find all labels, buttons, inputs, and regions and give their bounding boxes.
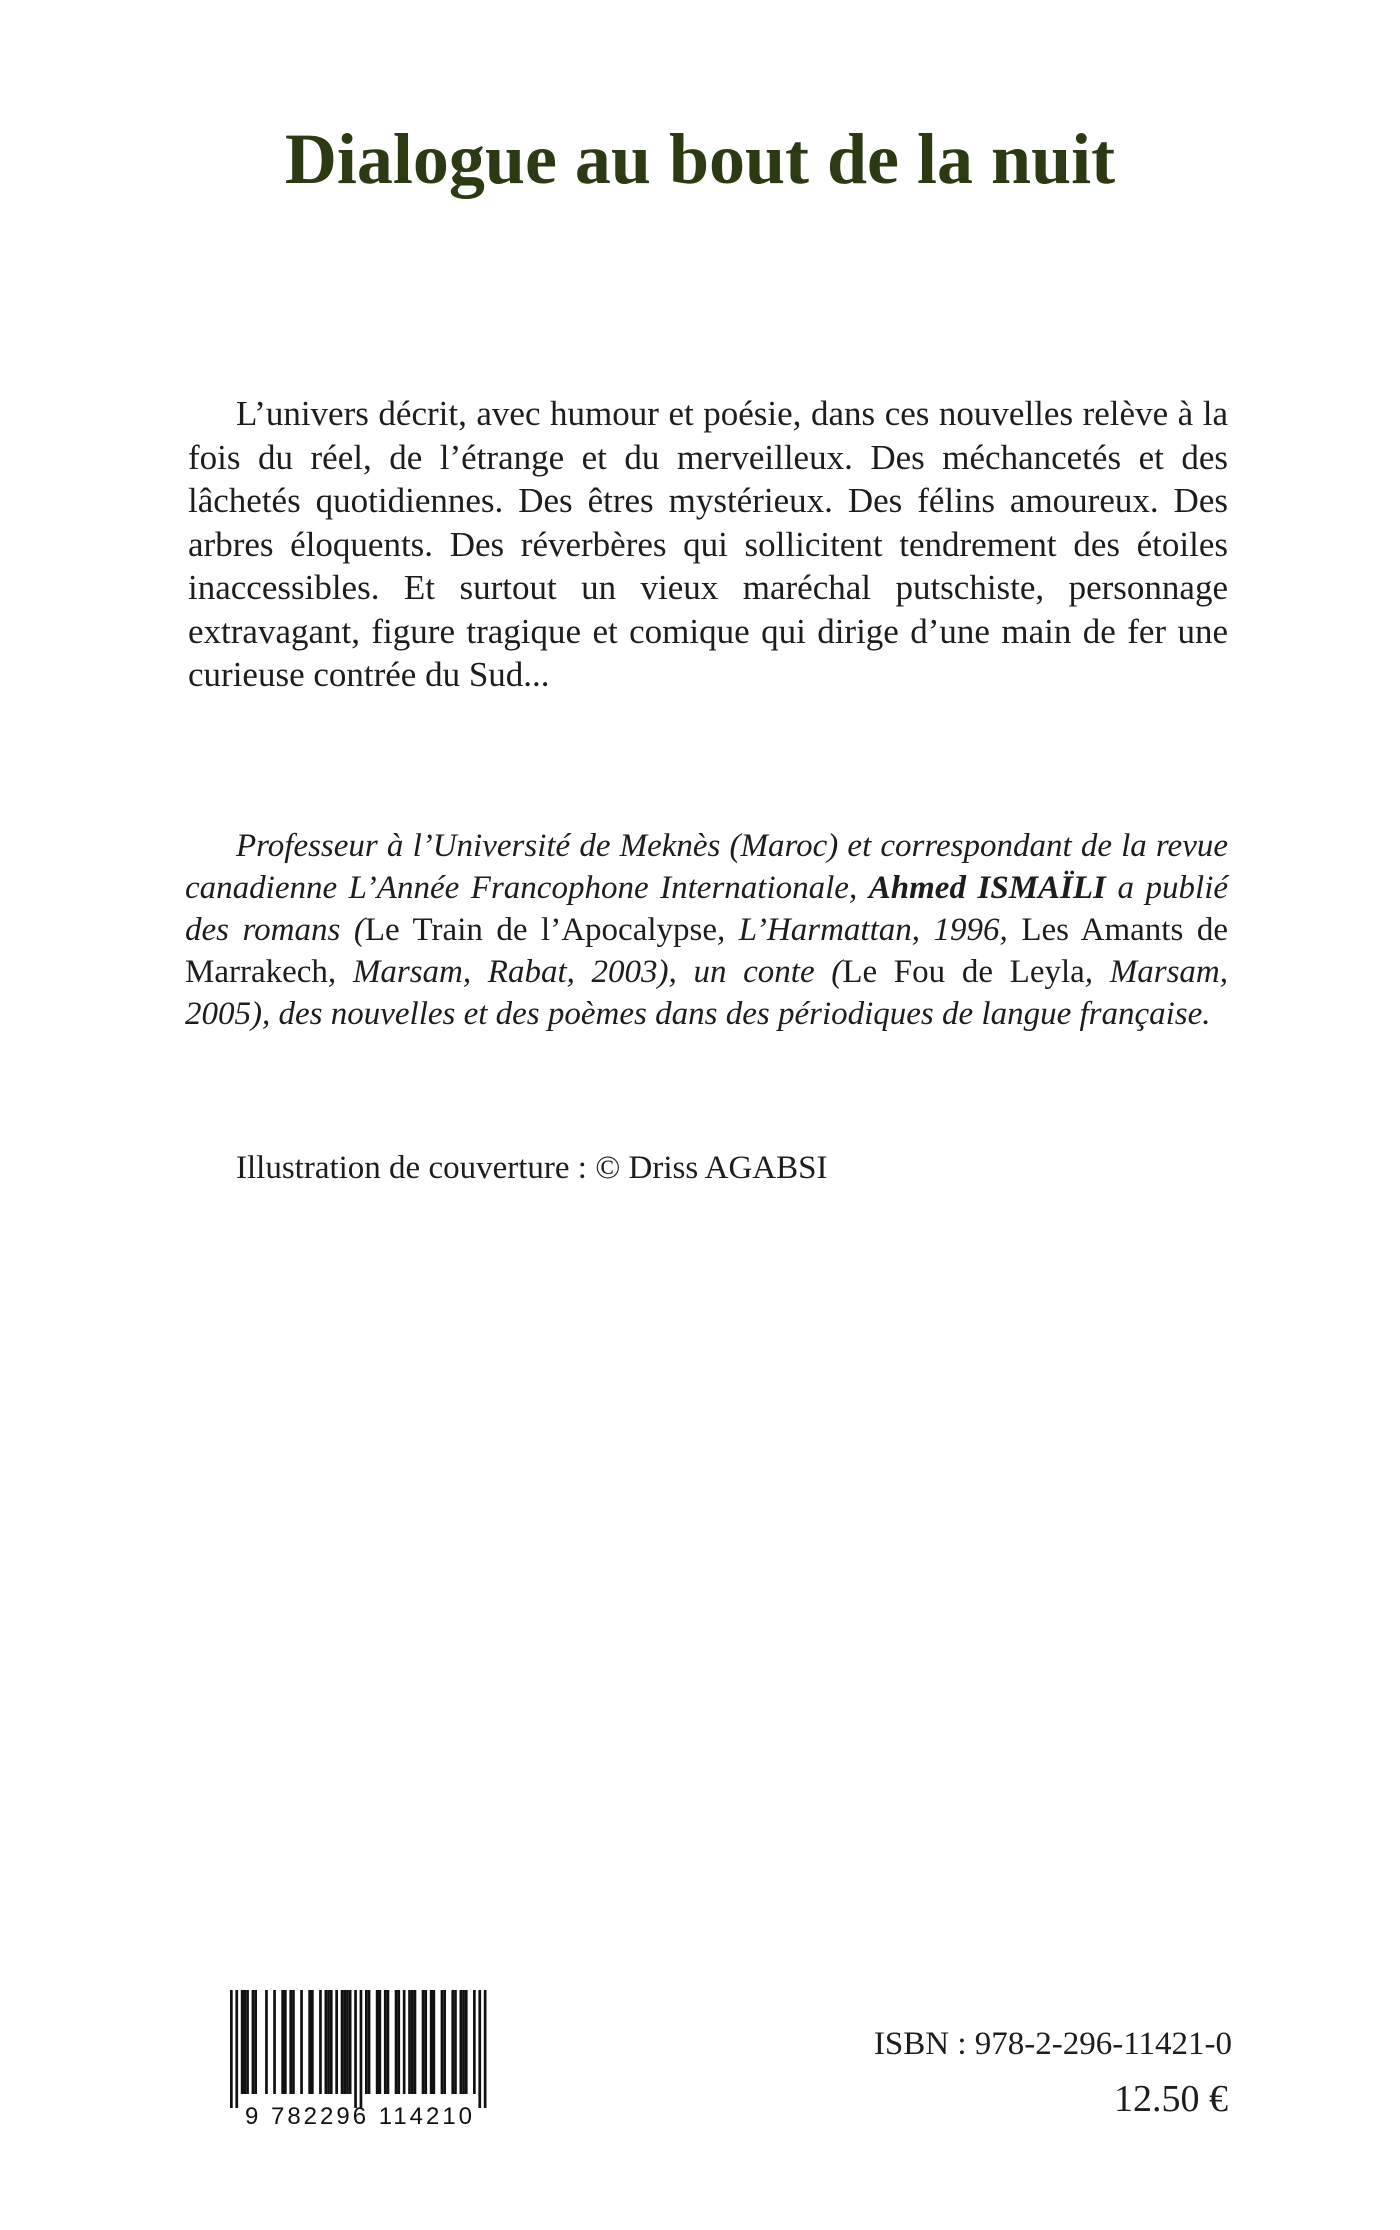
barcode-bar [281, 1990, 284, 2094]
author-name: Ahmed ISMAÏLI [868, 870, 1106, 906]
barcode-bar [346, 1990, 349, 2094]
barcode-bar [354, 1990, 357, 2108]
barcode-bars [230, 1990, 487, 2108]
barcode-bar [246, 1990, 249, 2094]
barcode-bar [254, 1990, 257, 2094]
barcode-bar [414, 1990, 417, 2094]
barcode-bar [424, 1990, 427, 2094]
barcode-bar [397, 1990, 400, 2094]
barcode-bar [433, 1990, 436, 2094]
barcode-bar [465, 1990, 468, 2094]
isbn: ISBN : 978-2-296-11421-0 [873, 2026, 1232, 2062]
barcode-bar [422, 1990, 425, 2094]
barcode-bar [289, 1990, 292, 2094]
bio-text-5: , Marsam, 2005), des nouvelles et des poèmes dans des périodiques de langue française. [185, 954, 1228, 1032]
price: 12.50 € [1114, 2078, 1228, 2120]
bio-text-3: , L’Harmattan, 1996, [717, 912, 1022, 948]
bio-text-2: a publié des romans ( [185, 870, 1229, 948]
barcode-bar [230, 1990, 233, 2108]
barcode-bar [365, 1990, 368, 2094]
barcode-bar [478, 1990, 481, 2108]
book-title-1: Le Train de l’Apocalypse [364, 912, 718, 948]
barcode-bar [319, 1990, 322, 2094]
illustration-credit: Illustration de couverture : © Driss AGABSI [236, 1150, 828, 1186]
book-title-3: Le Fou de Leyla [842, 954, 1085, 990]
barcode-bar [349, 1990, 352, 2094]
barcode-bar [484, 1990, 487, 2108]
barcode-bar [441, 1990, 444, 2094]
barcode-bar [454, 1990, 457, 2094]
barcode-bar [335, 1990, 338, 2094]
barcode-bar [327, 1990, 330, 2094]
barcode-bar [300, 1990, 303, 2094]
barcode-bar [462, 1990, 465, 2094]
barcode-bar [308, 1990, 311, 2094]
barcode-bar [451, 1990, 454, 2094]
book-title-2: Les Amants de Marrakech [185, 912, 1228, 990]
barcode-bar [430, 1990, 433, 2094]
barcode-bar [387, 1990, 390, 2094]
barcode-bar [284, 1990, 287, 2094]
back-cover-blurb: L’univers décrit, avec humour et poésie, dans ces nouvelles relève à la fois du réel, de l’étrange et du merveilleux. Des méchancetés et des lâchetés quotidiennes. Des êtres mystérieux. Des félins amoureux. Des arbres éloquents. Des réverbères qui sollicitent tendrement des étoiles inaccessibles. Et surtout un vieux maréchal putschiste, personnage extravagant, figure tragique et comique qui dirige d’une main de fer une curieuse contrée du Sud... [188, 394, 1228, 694]
barcode-bar [460, 1990, 463, 2094]
barcode-bar [376, 1990, 379, 2094]
barcode [210, 1990, 510, 2130]
barcode-bar [273, 1990, 276, 2094]
barcode-bar [341, 1990, 344, 2094]
barcode-bar [252, 1990, 255, 2094]
bio-text-1: Professeur à l’Université de Meknès (Maroc) et correspondant de la revue canadienne L’Année Francophone Internationale, [185, 828, 1228, 906]
author-bio [185, 825, 1228, 1035]
barcode-bar [265, 1990, 268, 2094]
barcode-bar [395, 1990, 398, 2094]
barcode-bar [379, 1990, 382, 2094]
barcode-bar [325, 1990, 328, 2094]
bio-text-4: , Marsam, Rabat, 2003), un conte ( [327, 954, 843, 990]
barcode-digits: 9 782296 114210 [244, 2103, 476, 2130]
barcode-bar [408, 1990, 411, 2094]
barcode-bar [311, 1990, 314, 2094]
barcode-bar [360, 1990, 363, 2108]
barcode-bar [384, 1990, 387, 2094]
barcode-bar [443, 1990, 446, 2094]
barcode-bar [403, 1990, 406, 2094]
barcode-bar [473, 1990, 476, 2094]
barcode-bar [343, 1990, 346, 2094]
barcode-bar [235, 1990, 238, 2108]
barcode-bar [244, 1990, 247, 2094]
barcode-bar [241, 1990, 244, 2094]
barcode-bar [330, 1990, 333, 2094]
barcode-bar [292, 1990, 295, 2094]
barcode-bar [411, 1990, 414, 2094]
book-title: Dialogue au bout de la nuit [284, 119, 1116, 199]
barcode-bar [368, 1990, 371, 2094]
